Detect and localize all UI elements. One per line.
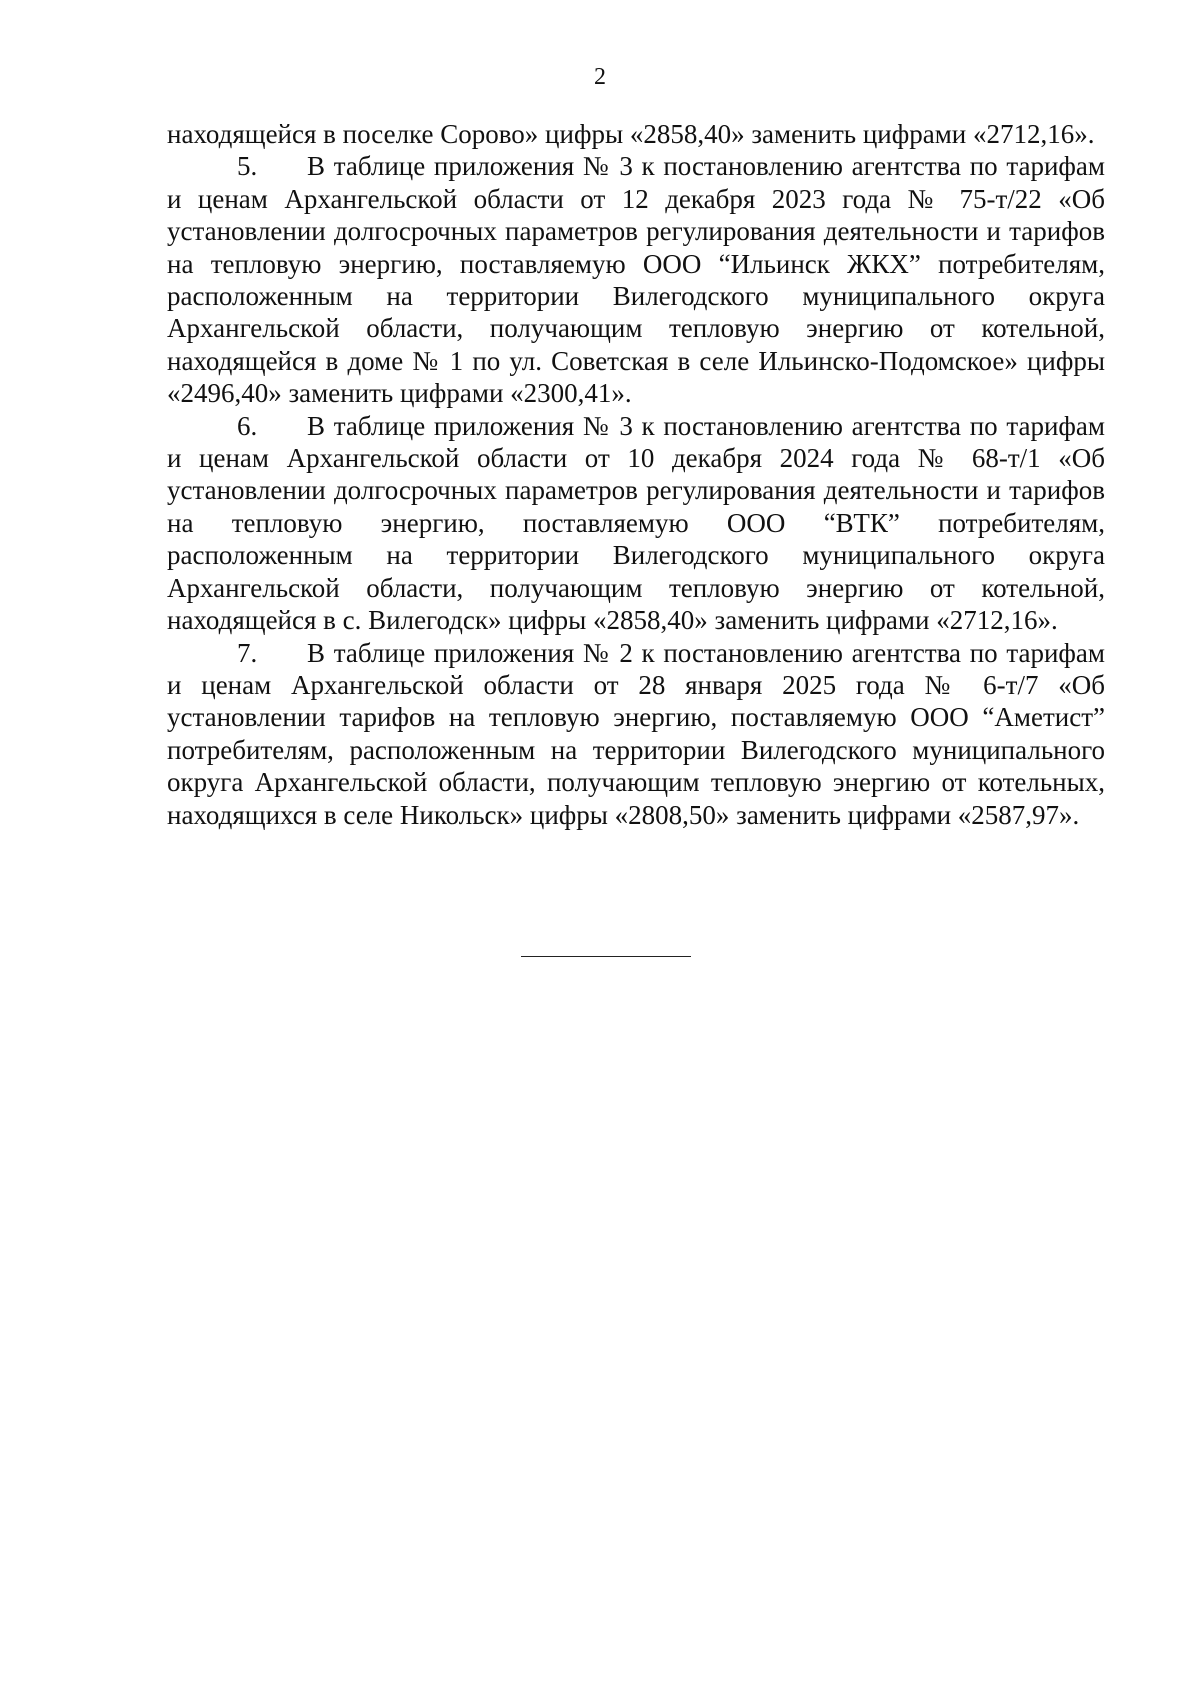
- item-text: В таблице приложения № 2 к постановлению агентства по тарифам и ценам Архангельской области от 28 января 2025 года № 6-т/7 «Об установлении тарифов на тепловую энергию, поставляемую ООО “Аметист” потребителям, расположенным на территории Вилегодского муниципального округа Архангельской области, получающим тепловую энергию от котельных, находящихся в селе Никольск» цифры «2808,50» заменить цифрами «2587,97».: [167, 637, 1105, 830]
- document-body: [167, 118, 1105, 831]
- list-item: [167, 410, 1105, 637]
- end-separator-line: [521, 956, 691, 957]
- item-text: В таблице приложения № 3 к постановлению агентства по тарифам и ценам Архангельской области от 12 декабря 2023 года № 75-т/22 «Об установлении долгосрочных параметров регулирования деятельности и тарифов на тепловую энергию, поставляемую ООО “Ильинск ЖКХ” потребителям, расположенным на территории Вилегодского муниципального округа Архангельской области, получающим тепловую энергию от котельной, находящейся в доме № 1 по ул. Советская в селе Ильинско-Подомское» цифры «2496,40» заменить цифрами «2300,41».: [167, 151, 1105, 409]
- continuation-paragraph: находящейся в поселке Сорово» цифры «2858,40» заменить цифрами «2712,16».: [167, 119, 1095, 149]
- item-number: 6.: [237, 410, 258, 441]
- list-item: [167, 637, 1105, 831]
- item-text: В таблице приложения № 3 к постановлению агентства по тарифам и ценам Архангельской области от 10 декабря 2024 года № 68-т/1 «Об установлении долгосрочных параметров регулирования деятельности и тарифов на тепловую энергию, поставляемую ООО “ВТК” потребителям, расположенным на территории Вилегодского муниципального округа Архангельской области, получающим тепловую энергию от котельной, находящейся в с. Вилегодск» цифры «2858,40» заменить цифрами «2712,16».: [167, 410, 1105, 636]
- list-item: [167, 150, 1105, 409]
- item-number: 7.: [237, 637, 258, 668]
- page-number: 2: [594, 64, 606, 90]
- item-number: 5.: [237, 151, 258, 182]
